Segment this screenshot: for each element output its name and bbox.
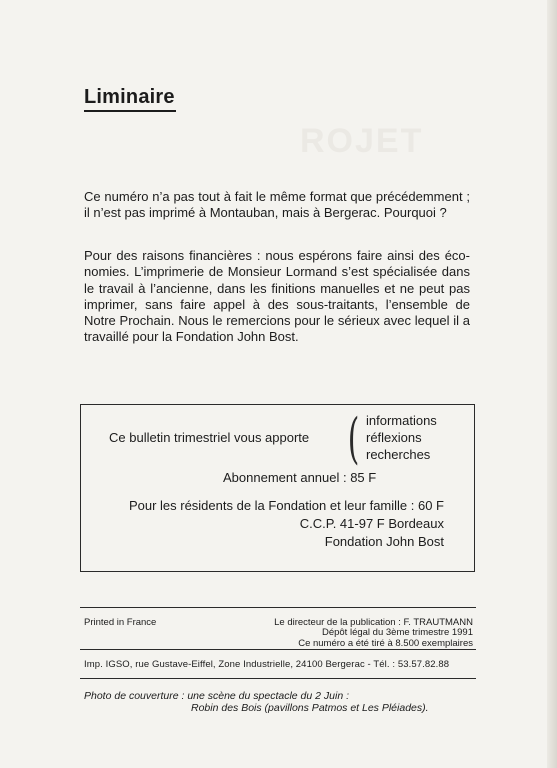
- foundation-name: Fondation John Bost: [324, 534, 444, 549]
- page-edge: [547, 0, 557, 768]
- show-through-text: ROJET: [300, 122, 424, 160]
- ccp-account: C.C.P. 41-97 F Bordeaux: [299, 516, 444, 531]
- cover-caption-line1: Photo de couverture : une scène du spectacle du 2 Juin :: [84, 690, 350, 702]
- offers-intro: Ce bulletin trimestriel vous apporte: [109, 430, 310, 445]
- divider: [80, 607, 476, 608]
- divider: [80, 678, 476, 679]
- printer-info: Imp. IGSO, rue Gustave-Eiffel, Zone Industrielle, 24100 Bergerac - Tél. : 53.57.82.88: [84, 659, 450, 670]
- page-title: Liminaire: [84, 86, 175, 108]
- subscription-box: [80, 404, 475, 572]
- offer-item: recherches: [366, 447, 431, 462]
- cover-caption-line2: Robin des Bois (pavillons Patmos et Les Pléiades).: [191, 702, 429, 714]
- paragraph-1: Ce numéro n’a pas tout à fait le même format que précédemment ; il n’est pas imprimé à Montauban, mais à Bergerac. Pourquoi ?: [84, 189, 470, 221]
- brace-icon: (: [347, 407, 360, 470]
- legal-deposit: Dépôt légal du 3ème trimestre 1991: [321, 627, 473, 638]
- offer-item: informations: [366, 413, 437, 428]
- print-run: Ce numéro a été tiré à 8.500 exemplaires: [298, 638, 473, 649]
- printed-in: Printed in France: [84, 617, 157, 628]
- title-underline: [84, 110, 176, 112]
- residents-price: Pour les résidents de la Fondation et leur famille : 60 F: [128, 498, 444, 513]
- offer-item: réflexions: [366, 430, 422, 445]
- subscription-price: Abonnement annuel : 85 F: [223, 470, 377, 485]
- publication-director: Le directeur de la publication : F. TRAUTMANN: [274, 617, 473, 628]
- paragraph-2: Pour des raisons financières : nous espérons faire ainsi des économies. L’imprimerie de Monsieur Lormand s’est spécialisée dans le travail à l’ancienne, dans les finitions manuelles et ne peut pas imprimer, sans faire appel à des sous-traitants, l’ensemble de Notre Prochain. Nous le remercions pour le sérieux avec lequel il a travaillé pour la Fondation John Bost.: [84, 248, 470, 345]
- divider: [80, 649, 476, 650]
